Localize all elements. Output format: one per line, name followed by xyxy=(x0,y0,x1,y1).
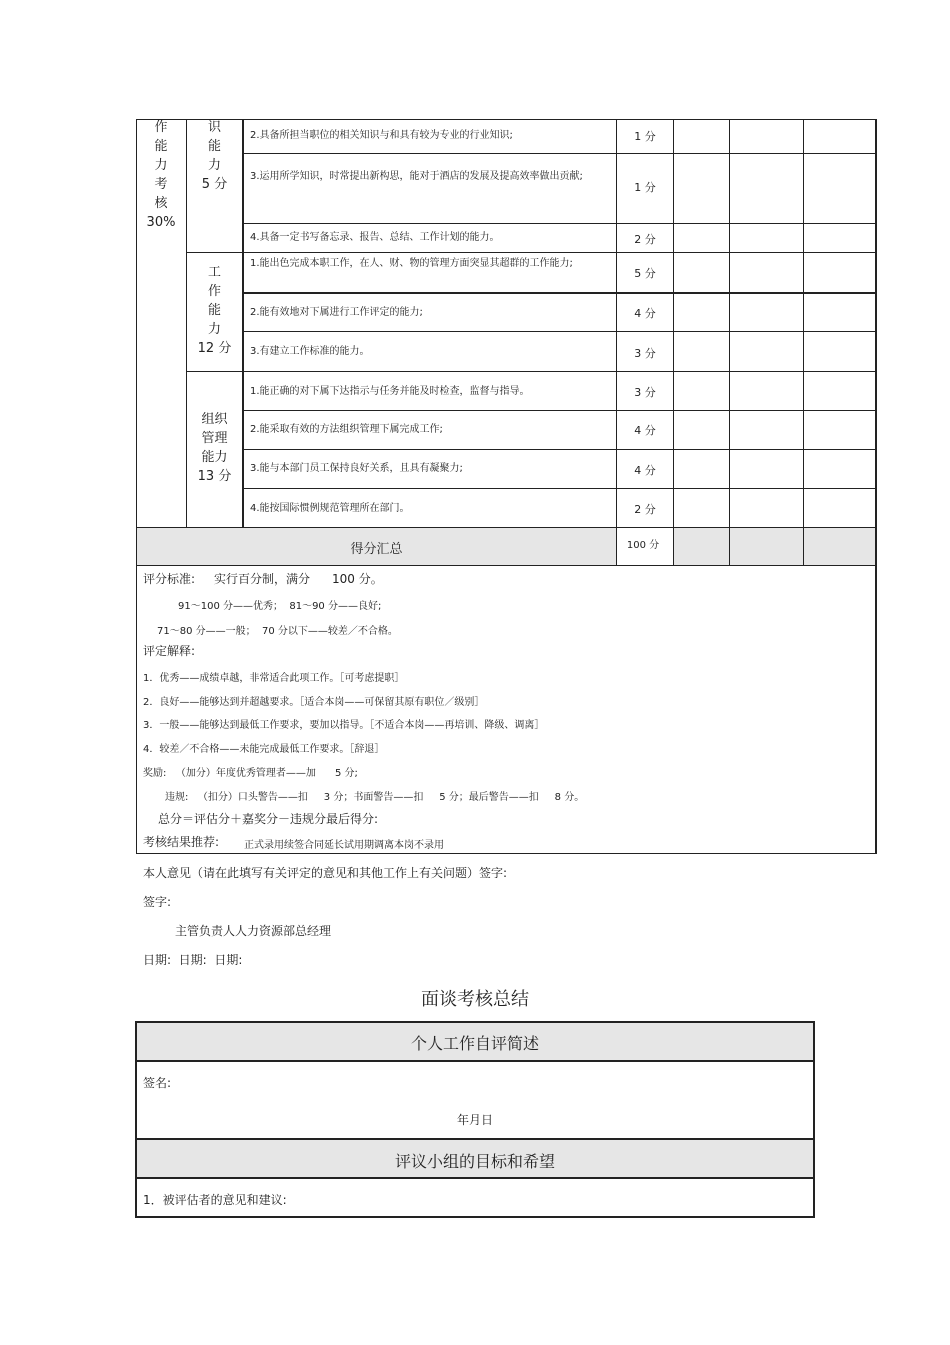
explain-1: 1．优秀——成绩卓越，非常适合此项工作。［可考虑提职］ xyxy=(143,673,405,684)
item-score: 2 分 xyxy=(634,233,656,246)
item-score: 4 分 xyxy=(634,424,656,437)
sign-name-label: 签名: xyxy=(143,1076,172,1090)
reward-line: 奖励: （加分）年度优秀管理者——加 5 分; xyxy=(143,768,358,779)
item-score: 3 分 xyxy=(634,347,656,360)
grade-line-2: 71～80 分——一般； 70 分以下——较差／不合格。 xyxy=(157,626,398,637)
dates-line: 日期: 日期: 日期: xyxy=(143,953,243,967)
table-row: 4.能按国际惯例规范管理所在部门。 xyxy=(250,503,410,514)
standard-text: 实行百分制，满分 xyxy=(214,572,311,586)
category-label: 作 能 力 考 核 30% xyxy=(146,120,176,230)
table-row: 2.能采取有效的方法组织管理下属完成工作; xyxy=(250,424,443,435)
standard-num: 100 分。 xyxy=(332,572,383,586)
evaluee-opinion-item: 1．被评估者的意见和建议: xyxy=(143,1193,287,1207)
grade-line-1: 91～100 分——优秀； 81～90 分——良好; xyxy=(178,601,382,612)
penalty-line: 违规: （扣分）口头警告——扣 3 分；书面警告——扣 5 分；最后警告——扣 8 分。 xyxy=(165,792,585,803)
explain-2: 2．良好——能够达到并超越要求。［适合本岗——可保留其原有职位／级别］ xyxy=(143,697,485,708)
table-row: 3.运用所学知识，时常提出新构思，能对于酒店的发展及提高效率做出贡献; xyxy=(250,171,583,182)
explain-4: 4．较差／不合格——未能完成最低工作要求。［辞退］ xyxy=(143,744,385,755)
explain-3: 3．一般——能够达到最低工作要求，要加以指导。［不适合本岗——再培训、降级、调离］ xyxy=(143,720,545,731)
table-row: 2.具备所担当职位的相关知识与和具有较为专业的行业知识; xyxy=(250,130,513,141)
item-score: 4 分 xyxy=(634,464,656,477)
item-score: 5 分 xyxy=(634,267,656,280)
item-score: 4 分 xyxy=(634,307,656,320)
org-ability-group-label: 组织 管理 能力 13 分 xyxy=(197,412,232,484)
item-score: 3 分 xyxy=(634,386,656,399)
section-panel-goals: 评议小组的目标和希望 xyxy=(394,1152,555,1171)
table-row: 1.能出色完成本职工作，在人、财、物的管理方面突显其超群的工作能力; xyxy=(250,258,573,269)
explain-label: 评定解释: xyxy=(143,644,196,658)
total-score: 100 分 xyxy=(626,540,660,551)
result-options: 正式录用续签合同延长试用期调离本岗不录用 xyxy=(244,840,444,851)
table-row: 2.能有效地对下属进行工作评定的能力; xyxy=(250,307,423,318)
sign-line: 签字: xyxy=(143,895,172,909)
knowledge-group-label: 识 能 力 5 分 xyxy=(201,120,228,192)
opinion-line: 本人意见（请在此填写有关评定的意见和其他工作上有关问题）签字: xyxy=(143,866,508,880)
formula-line: 总分＝评估分＋嘉奖分－违规分最后得分: xyxy=(158,812,379,826)
table-row: 3.能与本部门员工保持良好关系，且具有凝聚力; xyxy=(250,463,463,474)
table-row: 3.有建立工作标准的能力。 xyxy=(250,346,370,357)
interview-title: 面谈考核总结 xyxy=(421,989,529,1010)
section-self-review: 个人工作自评简述 xyxy=(410,1034,539,1053)
item-score: 2 分 xyxy=(634,503,656,516)
result-label: 考核结果推荐: xyxy=(143,835,220,849)
managers-line: 主管负责人人力资源部总经理 xyxy=(175,924,332,938)
table-row: 4.具备一定书写备忘录、报告、总结、工作计划的能力。 xyxy=(250,232,500,243)
date-label: 年月日 xyxy=(456,1113,493,1127)
total-label: 得分汇总 xyxy=(350,542,403,557)
item-score: 1 分 xyxy=(634,181,656,194)
standard-label: 评分标准: xyxy=(143,572,196,586)
work-ability-group-label: 工 作 能 力 12 分 xyxy=(197,265,232,356)
table-row: 1.能正确的对下属下达指示与任务并能及时检查，监督与指导。 xyxy=(250,386,530,397)
item-score: 1 分 xyxy=(634,130,656,143)
